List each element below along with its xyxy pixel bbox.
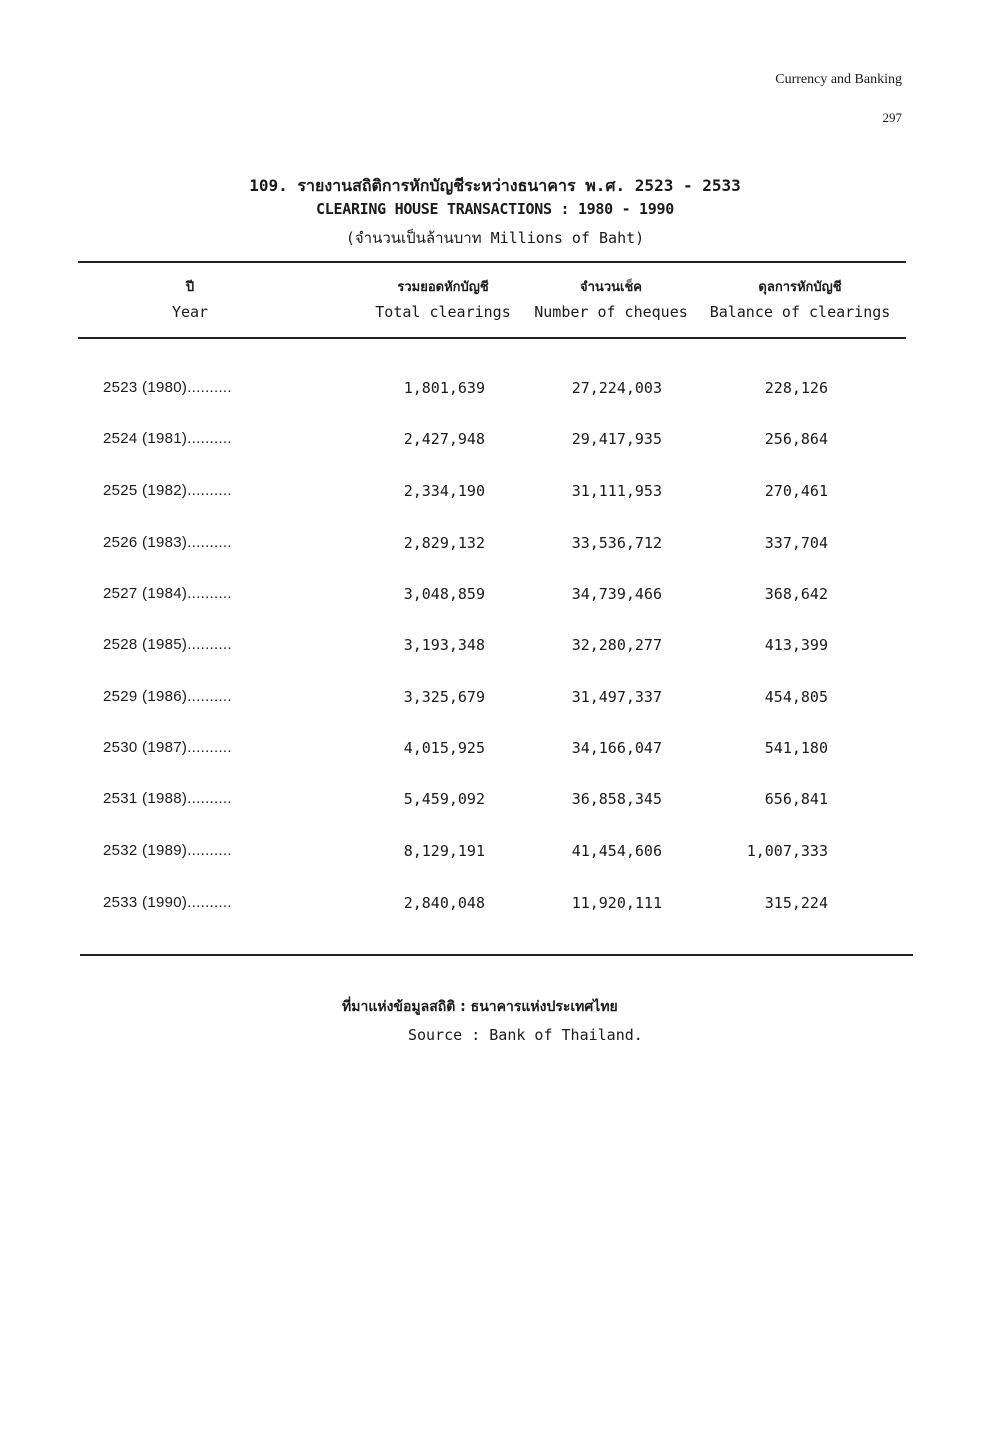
column-header-balance-of-clearings	[700, 276, 900, 324]
column-header-cheques-thai: จำนวนเช็ค	[580, 280, 642, 295]
year-cell: 2527 (1984)..........	[103, 585, 232, 602]
year-cell: 2525 (1982)..........	[103, 482, 232, 499]
total-clearings-cell: 4,015,925	[403, 739, 485, 757]
table-row	[0, 842, 990, 872]
balance-of-clearings-cell: 454,805	[764, 688, 828, 706]
column-header-cheques-english: Number of cheques	[534, 303, 688, 321]
table-row	[0, 894, 990, 924]
number-of-cheques-cell: 36,858,345	[571, 790, 662, 808]
number-of-cheques-cell: 27,224,003	[571, 379, 662, 397]
table-row	[0, 790, 990, 820]
year-cell: 2526 (1983)..........	[103, 534, 232, 551]
total-clearings-cell: 5,459,092	[403, 790, 485, 808]
table-subtitle: CLEARING HOUSE TRANSACTIONS : 1980 - 1990	[316, 200, 674, 218]
table-bottom-rule	[80, 954, 913, 956]
number-of-cheques-cell: 34,739,466	[571, 585, 662, 603]
table-row	[0, 636, 990, 666]
year-cell: 2530 (1987)..........	[103, 739, 232, 756]
balance-of-clearings-cell: 656,841	[764, 790, 828, 808]
table-top-rule	[78, 261, 906, 263]
table-title: 109. รายงานสถิติการหักบัญชีระหว่างธนาคาร พ.ศ. 2523 - 2533	[249, 176, 741, 195]
source-note-thai: ที่มาแห่งข้อมูลสถิติ : ธนาคารแห่งประเทศไทย	[342, 999, 618, 1015]
table-unit-note: (จำนวนเป็นล้านบาท Millions of Baht)	[345, 229, 645, 247]
balance-of-clearings-cell: 413,399	[764, 636, 828, 654]
page-number: 297	[882, 110, 902, 125]
balance-of-clearings-cell: 256,864	[764, 430, 828, 448]
total-clearings-cell: 8,129,191	[403, 842, 485, 860]
balance-of-clearings-cell: 270,461	[764, 482, 828, 500]
year-cell: 2524 (1981)..........	[103, 430, 232, 447]
column-header-balance-thai: ดุลการหักบัญชี	[758, 280, 842, 295]
table-row	[0, 482, 990, 512]
total-clearings-cell: 3,193,348	[403, 636, 485, 654]
running-head: Currency and Banking	[775, 72, 902, 87]
total-clearings-cell: 3,325,679	[403, 688, 485, 706]
table-row	[0, 379, 990, 409]
total-clearings-cell: 2,840,048	[403, 894, 485, 912]
total-clearings-cell: 3,048,859	[403, 585, 485, 603]
column-header-year	[130, 276, 250, 324]
table-row	[0, 688, 990, 718]
table-row	[0, 534, 990, 564]
balance-of-clearings-cell: 368,642	[764, 585, 828, 603]
column-header-total-thai: รวมยอดหักบัญชี	[397, 280, 489, 295]
year-cell: 2528 (1985)..........	[103, 636, 232, 653]
column-header-total-clearings	[363, 276, 523, 324]
number-of-cheques-cell: 32,280,277	[571, 636, 662, 654]
table-header-rule	[78, 337, 906, 339]
number-of-cheques-cell: 31,111,953	[571, 482, 662, 500]
number-of-cheques-cell: 11,920,111	[571, 894, 662, 912]
year-cell: 2529 (1986)..........	[103, 688, 232, 705]
total-clearings-cell: 2,334,190	[403, 482, 485, 500]
column-header-year-english: Year	[171, 303, 209, 321]
balance-of-clearings-cell: 1,007,333	[746, 842, 828, 860]
year-cell: 2533 (1990)..........	[103, 894, 232, 911]
number-of-cheques-cell: 41,454,606	[571, 842, 662, 860]
column-header-balance-english: Balance of clearings	[709, 303, 891, 321]
source-note-english: Source : Bank of Thailand.	[408, 1026, 643, 1044]
table-row	[0, 430, 990, 460]
table-row	[0, 739, 990, 769]
number-of-cheques-cell: 31,497,337	[571, 688, 662, 706]
number-of-cheques-cell: 29,417,935	[571, 430, 662, 448]
balance-of-clearings-cell: 337,704	[764, 534, 828, 552]
table-row	[0, 585, 990, 615]
total-clearings-cell: 2,427,948	[403, 430, 485, 448]
balance-of-clearings-cell: 315,224	[764, 894, 828, 912]
year-cell: 2531 (1988)..........	[103, 790, 232, 807]
number-of-cheques-cell: 34,166,047	[571, 739, 662, 757]
number-of-cheques-cell: 33,536,712	[571, 534, 662, 552]
column-header-year-thai: ปี	[185, 280, 195, 295]
balance-of-clearings-cell: 228,126	[764, 379, 828, 397]
year-cell: 2523 (1980)..........	[103, 379, 232, 396]
balance-of-clearings-cell: 541,180	[764, 739, 828, 757]
total-clearings-cell: 2,829,132	[403, 534, 485, 552]
year-cell: 2532 (1989)..........	[103, 842, 232, 859]
column-header-number-of-cheques	[526, 276, 696, 324]
column-header-total-english: Total clearings	[375, 303, 511, 321]
total-clearings-cell: 1,801,639	[403, 379, 485, 397]
